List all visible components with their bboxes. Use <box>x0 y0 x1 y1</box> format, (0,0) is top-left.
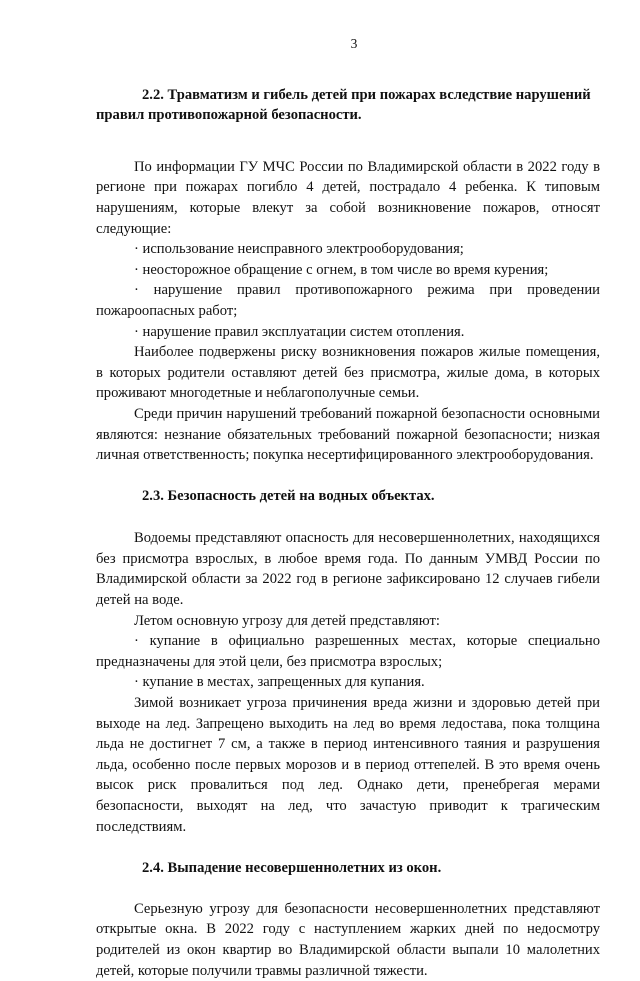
list-item: · купание в официально разрешенных местах, которые специально предназначены для этой цели, без присмотра взрослых; <box>96 633 600 670</box>
section-window-falls <box>96 858 600 981</box>
section-title: 2.4. Выпадение несовершеннолетних из окон. <box>142 860 442 877</box>
section-title: 2.3. Безопасность детей на водных объектах. <box>142 487 435 504</box>
paragraph: Водоемы представляют опасность для несовершеннолетних, находящихся без присмотра взрослых, в любое время года. По данным УМВД России по Владимирской области за 2022 год в регионе зафиксировано 12 случаев гибели детей на воде. <box>96 530 600 609</box>
section-fire-safety <box>96 85 600 466</box>
page-number: 3 <box>350 36 358 51</box>
paragraph: Среди причин нарушений требований пожарной безопасности основными являются: незнание обязательных требований пожарной безопасности; низкая личная ответственность; покупка несертифицированного электрооборудования. <box>96 405 600 464</box>
paragraph: По информации ГУ МЧС России по Владимирской области в 2022 году в регионе при пожарах погибло 4 детей, пострадало 4 ребенка. К типовым нарушениям, которые влекут за собой возникновение пожаров, относят следующие: <box>96 158 600 237</box>
paragraph: Зимой возникает угроза причинения вреда жизни и здоровью детей при выходе на лед. Запрещено выходить на лед во время ледостава, пока толщина льда не достигнет 7 см, а также в период интенсивного таяния и разрушения льда, особенно после первых морозов и в период оттепелей. В это время очень высок риск провалиться под лед. Однако дети, пренебрегая мерами безопасности, выходят на лед, что зачастую приводит к трагическим последствиям. <box>96 695 600 835</box>
section-water-safety <box>96 486 600 838</box>
paragraph: Летом основную угрозу для детей представляют: <box>134 612 440 629</box>
list-item: · нарушение правил эксплуатации систем отопления. <box>134 323 465 340</box>
section-title: 2.2. Травматизм и гибель детей при пожарах вследствие нарушений правил противопожарной безопасности. <box>96 86 591 124</box>
paragraph: Серьезную угрозу для безопасности несовершеннолетних представляют открытые окна. В 2022 году с наступлением жарких дней по недосмотру родителей из окон квартир во Владимирской области выпали 10 малолетних детей, которые получили травмы различной тяжести. <box>96 900 600 979</box>
list-item: · использование неисправного электрооборудования; <box>134 241 464 258</box>
list-item: · нарушение правил противопожарного режима при проведении пожароопасных работ; <box>96 282 600 319</box>
list-item: · купание в местах, запрещенных для купания. <box>134 674 425 691</box>
list-item: · неосторожное обращение с огнем, в том числе во время курения; <box>134 261 549 278</box>
paragraph: Наиболее подвержены риску возникновения пожаров жилые помещения, в которых родители оставляют детей без присмотра, жилые дома, в которых проживают многодетные и неблагополучные семьи. <box>96 344 600 402</box>
